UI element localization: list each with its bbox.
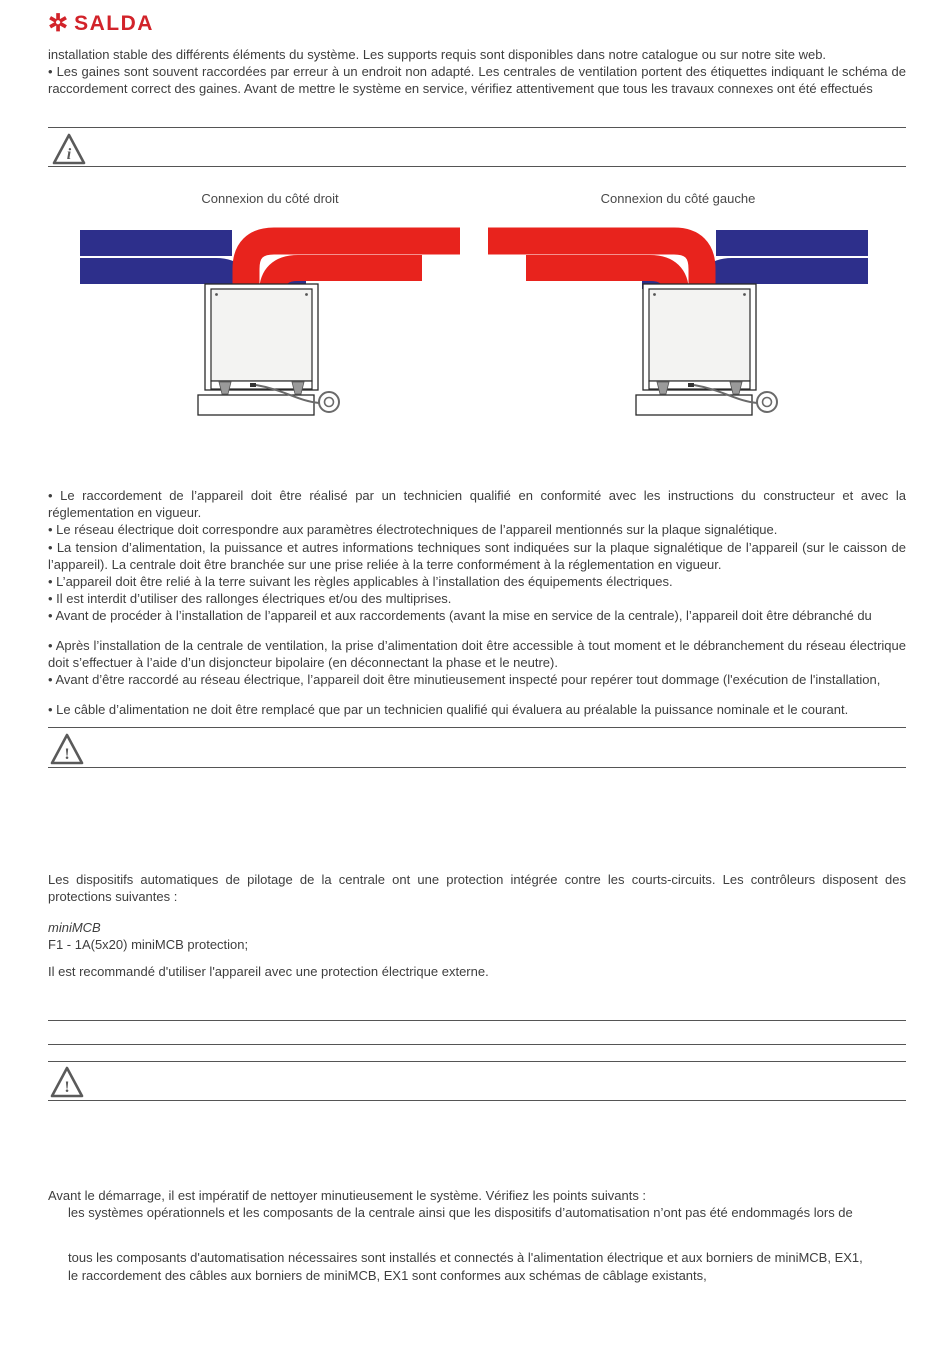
svg-text:!: ! xyxy=(64,746,70,763)
hose-coil-icon xyxy=(757,392,777,412)
startup-item: les systèmes opérationnels et les composants de la centrale ainsi que les dispositifs d’automatisation n’ont pas été endommagés lors de xyxy=(68,1205,853,1220)
svg-text:!: ! xyxy=(64,1079,70,1096)
panel-screw-icon xyxy=(305,293,308,296)
bullet-item: • Avant d’être raccordé au réseau électrique, l’appareil doit être minutieusement inspecté pour repérer tout dommage (l'exécution de l'installation, xyxy=(48,672,881,688)
separator-line xyxy=(48,1020,906,1021)
separator-line xyxy=(48,767,906,768)
unit-front-panel xyxy=(211,289,312,381)
startup-intro: Avant le démarrage, il est impératif de nettoyer minutieusement le système. Vérifiez les points suivants : xyxy=(48,1188,647,1203)
electrical-bullets-block1 xyxy=(48,487,906,625)
protection-fuse: F1 - 1A(5x20) miniMCB protection; xyxy=(48,937,249,952)
diagram-left-connection xyxy=(488,227,868,419)
separator-line xyxy=(48,1044,906,1045)
separator-line xyxy=(48,1100,906,1101)
panel-screw-icon xyxy=(215,293,218,296)
bullet-item: • Après l’installation de la centrale de ventilation, la prise d’alimentation doit être accessible à tout moment et le débranchement du réseau électrique doit s’effectuer à l’aide d’un disjoncteur bipolaire (en déconnectant la phase et le neutre). xyxy=(48,638,906,671)
hose-coil-icon xyxy=(319,392,339,412)
unit-group xyxy=(636,284,777,415)
intro-line-1: installation stable des différents éléments du système. Les supports requis sont disponibles dans notre catalogue ou sur notre site web. xyxy=(48,47,827,62)
separator-line xyxy=(48,127,906,128)
svg-text:i: i xyxy=(66,146,72,163)
startup-item: le raccordement des câbles aux borniers de miniMCB, EX1 sont conformes aux schémas de câblage existants, xyxy=(68,1268,707,1283)
unit-foot xyxy=(292,382,304,394)
unit-group xyxy=(198,284,339,415)
logo-text: SALDA xyxy=(74,12,154,35)
bullet-item: • Avant de procéder à l’installation de l’appareil et aux raccordements (avant la mise en service de la centrale), l’appareil doit être débranché du xyxy=(48,608,872,624)
intro-line-2: • Les gaines sont souvent raccordées par erreur à un endroit non adapté. Les centrales de ventilation portent des étiquettes indiquant le schéma de raccordement correct des gaines. Avant de mettre le système en service, vérifiez attentivement que tous les travaux connexes ont été effectués xyxy=(48,64,906,97)
alert-triangle-icon xyxy=(50,733,84,765)
panel-screw-icon xyxy=(743,293,746,296)
cable-replacement-note: • Le câble d’alimentation ne doit être remplacé que par un technicien qualifié qui évaluera au préalable la puissance nominale et le courant. xyxy=(48,702,849,717)
unit-front-panel xyxy=(649,289,750,381)
panel-screw-icon xyxy=(653,293,656,296)
caption-left-connection: Connexion du côté gauche xyxy=(600,191,756,206)
drain-outlet xyxy=(688,383,694,387)
drain-outlet xyxy=(250,383,256,387)
protection-model: miniMCB xyxy=(48,920,101,935)
protection-intro: Les dispositifs automatiques de pilotage de la centrale ont une protection intégrée contre les courts-circuits. Les contrôleurs disposent des protections suivantes : xyxy=(48,872,906,905)
intro-paragraph xyxy=(48,46,906,98)
unit-foot xyxy=(219,382,231,394)
logo xyxy=(48,12,154,36)
bullet-item: • Le réseau électrique doit correspondre aux paramètres électrotechniques de l’appareil mentionnés sur la plaque signalétique. xyxy=(48,522,778,538)
bullet-item: • Le raccordement de l’appareil doit être réalisé par un technicien qualifié en conformité avec les instructions du constructeur et avec la réglementation en vigueur. xyxy=(48,488,906,521)
separator-line xyxy=(48,727,906,728)
bullet-item: • La tension d’alimentation, la puissance et autres informations techniques sont indiquées sur la plaque signalétique de l’appareil (sur le caisson de l’appareil). La centrale doit être branchée sur une prise reliée à la terre conformément à la réglementation en vigueur. xyxy=(48,539,906,572)
unit-foot xyxy=(730,382,742,394)
diagram-right-connection xyxy=(80,227,460,419)
separator-line xyxy=(48,166,906,167)
info-triangle-icon xyxy=(52,133,86,165)
separator-line xyxy=(48,1061,906,1062)
alert-triangle-icon xyxy=(50,1066,84,1098)
unit-foot xyxy=(657,382,669,394)
electrical-bullets-block2 xyxy=(48,637,906,689)
bullet-item: • L’appareil doit être relié à la terre suivant les règles applicables à l’installation des équipements électriques. xyxy=(48,574,673,590)
salda-pinwheel-icon: ✲ xyxy=(48,10,69,37)
protection-recommendation: Il est recommandé d'utiliser l'appareil avec une protection électrique externe. xyxy=(48,964,489,979)
bullet-item: • Il est interdit d’utiliser des rallonges électriques et/ou des multiprises. xyxy=(48,591,452,607)
startup-item: tous les composants d'automatisation nécessaires sont installés et connectés à l'alimentation électrique et aux borniers de miniMCB, EX1, xyxy=(68,1250,863,1265)
caption-right-connection: Connexion du côté droit xyxy=(201,191,339,206)
